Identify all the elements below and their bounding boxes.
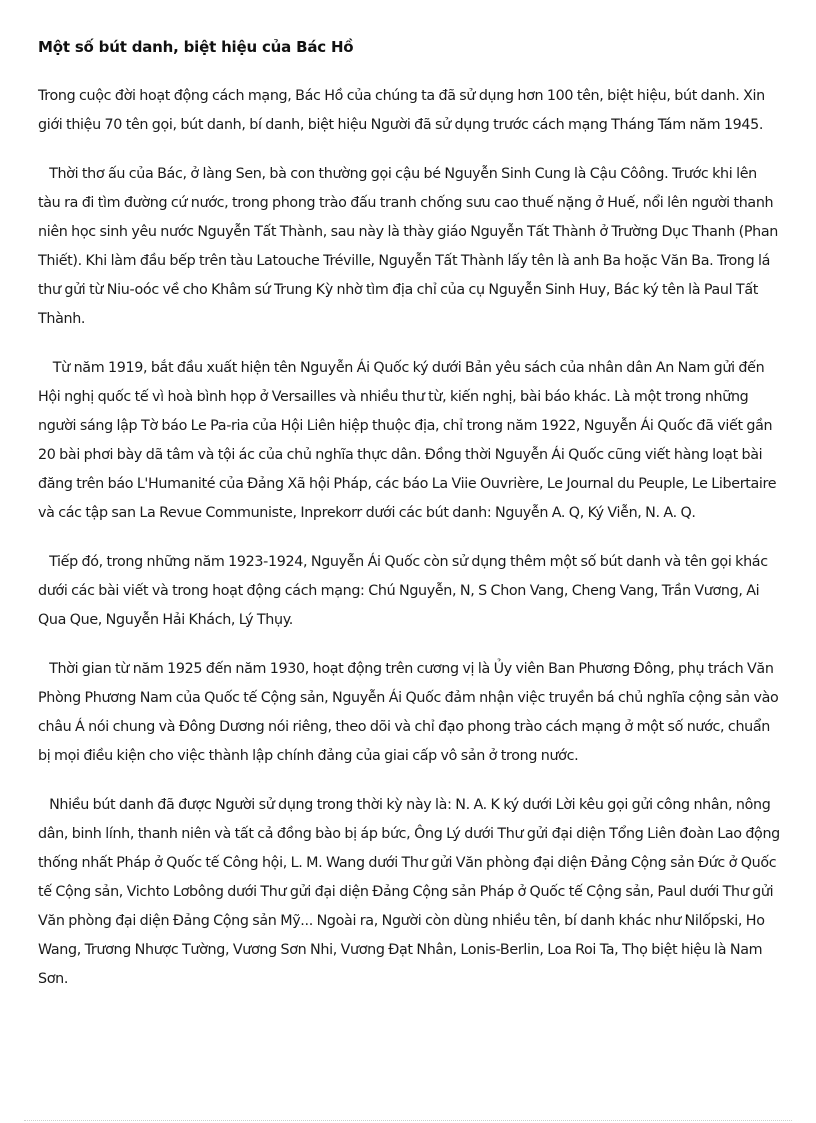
paragraph-childhood: Thời thơ ấu của Bác, ở làng Sen, bà con thường gọi cậu bé Nguyễn Sinh Cung là Cậu Côông. Trước khi lên tàu ra đi tìm đường cứ nước, trong phong trào đấu tranh chống sưu cao thuế nặng ở Huế, nổi lên người thanh niên học sinh yêu nước Nguyễn Tất Thành, sau này là thày giáo Nguyễn Tất Thành ở Trường Dục Thanh (Phan Thiết). Khi làm đầu bếp trên tàu Latouche Tréville, Nguyễn Tất Thành lấy tên là anh Ba hoặc Văn Ba. Trong lá thư gửi từ Niu-oóc về cho Khâm sứ Trung Kỳ nhờ tìm địa chỉ của cụ Nguyễn Sinh Huy, Bác ký tên là Paul Tất Thành.	[38, 166, 779, 327]
paragraph-1919: Từ năm 1919, bắt đầu xuất hiện tên Nguyễn Ái Quốc ký dưới Bản yêu sách của nhân dân An Nam gửi đến Hội nghị quốc tế vì hoà bình họp ở Versailles và nhiều thư từ, kiến nghị, bài báo khác. Là một trong những người sáng lập Tờ báo Le Pa-ria của Hội Liên hiệp thuộc địa, chỉ trong năm 1922, Nguyễn Ái Quốc đã viết gần 20 bài phơi bày dã tâm và tội ác của chủ nghĩa thực dân. Đồng thời Nguyễn Ái Quốc cũng viết hàng loạt bài đăng trên báo L'Humanité của Đảng Xã hội Pháp, các báo La Viie Ouvrière, Le Journal du Peuple, Le Libertaire và các tập san La Revue Communiste, Inprekorr dưới các bút danh: Nguyễn A. Q, Ký Viễn, N. A. Q.	[38, 360, 777, 521]
document-title: Một số bút danh, biệt hiệu của Bác Hồ	[38, 38, 354, 56]
paragraph-pen-names: Nhiều bút danh đã được Người sử dụng trong thời kỳ này là: N. A. K ký dưới Lời kêu gọi gửi công nhân, nông dân, binh lính, thanh niên và tất cả đồng bào bị áp bức, Ông Lý dưới Thư gửi đại diện Tổng Liên đoàn Lao động thống nhất Pháp ở Quốc tế Công hội, L. M. Wang dưới Thư gửi Văn phòng đại diện Đảng Cộng sản Đức ở Quốc tế Cộng sản, Vichto Lơbông dưới Thư gửi đại diện Đảng Cộng sản Pháp ở Quốc tế Cộng sản, Paul dưới Thư gửi Văn phòng đại diện Đảng Cộng sản Mỹ... Ngoài ra, Người còn dùng nhiều tên, bí danh khác như Nilốpski, Ho Wang, Trương Nhược Tường, Vương Sơn Nhi, Vương Đạt Nhân, Lonis-Berlin, Loa Roi Ta, Thọ biệt hiệu là Nam Sơn.	[38, 797, 780, 987]
page-bottom-divider	[24, 1120, 792, 1121]
document-page	[38, 36, 780, 1014]
paragraph-1925-1930: Thời gian từ năm 1925 đến năm 1930, hoạt động trên cương vị là Ủy viên Ban Phương Đông, phụ trách Văn Phòng Phương Nam của Quốc tế Cộng sản, Nguyễn Ái Quốc đảm nhận việc truyền bá chủ nghĩa cộng sản vào châu Á nói chung và Đông Dương nói riêng, theo dõi và chỉ đạo phong trào cách mạng ở một số nước, chuẩn bị mọi điều kiện cho việc thành lập chính đảng của giai cấp vô sản ở trong nước.	[38, 661, 779, 764]
paragraph-intro: Trong cuộc đời hoạt động cách mạng, Bác Hồ của chúng ta đã sử dụng hơn 100 tên, biệt hiệu, bút danh. Xin giới thiệu 70 tên gọi, bút danh, bí danh, biệt hiệu Người đã sử dụng trước cách mạng Tháng Tám năm 1945.	[38, 88, 765, 133]
paragraph-1923-1924: Tiếp đó, trong những năm 1923-1924, Nguyễn Ái Quốc còn sử dụng thêm một số bút danh và tên gọi khác dưới các bài viết và trong hoạt động cách mạng: Chú Nguyễn, N, S Chon Vang, Cheng Vang, Trần Vương, Ai Qua Que, Nguyễn Hải Khách, Lý Thụy.	[38, 554, 768, 628]
